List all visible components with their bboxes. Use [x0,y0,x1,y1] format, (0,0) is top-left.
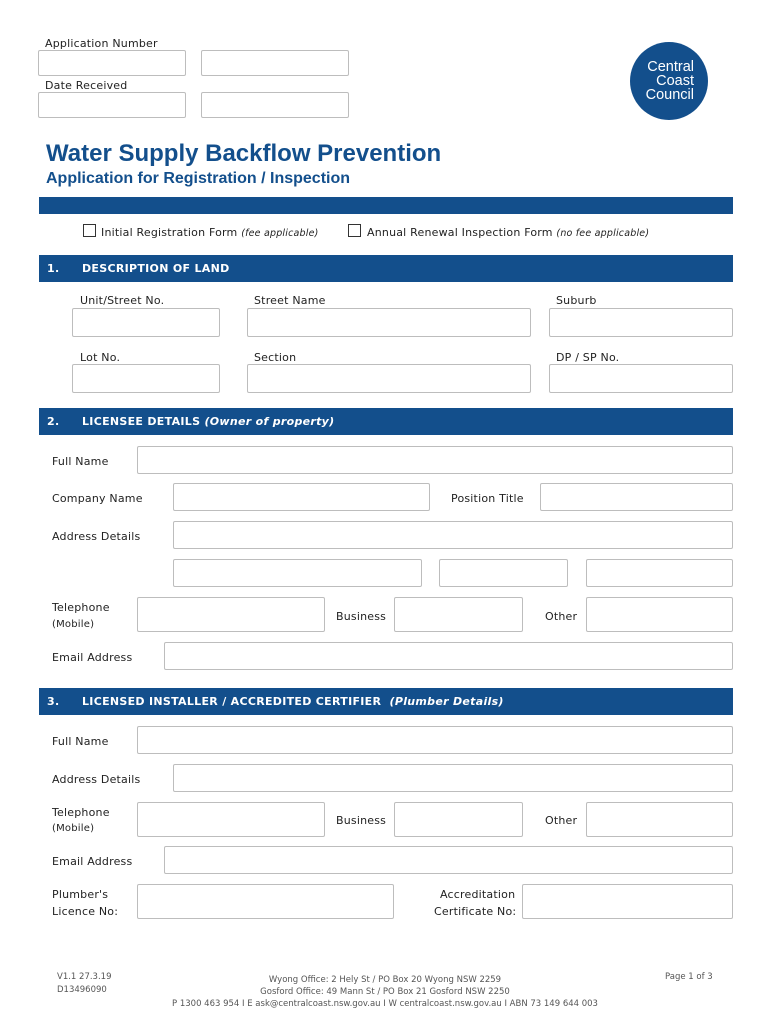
section-label: Section [254,351,297,364]
installer-email-label: Email Address [52,855,133,868]
initial-registration-checkbox[interactable] [83,224,96,237]
installer-telephone-label: Telephone [52,806,110,819]
dp-sp-no-field[interactable] [549,364,733,393]
accreditation-label-line2: Certificate No: [434,905,517,918]
application-number-label: Application Number [45,37,158,50]
date-received-field-1[interactable] [38,92,186,118]
licensee-full-name-field[interactable] [137,446,733,474]
installer-business-label: Business [336,814,387,827]
date-received-label: Date Received [45,79,128,92]
dp-sp-no-label: DP / SP No. [556,351,620,364]
company-name-label: Company Name [52,492,143,505]
installer-full-name-field[interactable] [137,726,733,754]
licensee-other-label: Other [545,610,578,623]
licensee-mobile-field[interactable] [137,597,325,632]
version-text: V1.1 27.3.19 [57,972,112,982]
document-id-text: D13496090 [57,985,107,995]
unit-street-no-field[interactable] [72,308,220,337]
installer-email-field[interactable] [164,846,733,874]
company-name-field[interactable] [173,483,430,511]
accreditation-label-line1: Accreditation [440,888,516,901]
licensee-address-field-4[interactable] [586,559,733,587]
licensee-telephone-label: Telephone [52,601,110,614]
installer-full-name-label: Full Name [52,735,109,748]
installer-other-field[interactable] [586,802,733,837]
date-received-field-2[interactable] [201,92,349,118]
position-title-field[interactable] [540,483,733,511]
licensee-address-label: Address Details [52,530,141,543]
installer-other-label: Other [545,814,578,827]
licensee-other-field[interactable] [586,597,733,632]
installer-business-field[interactable] [394,802,523,837]
street-name-label: Street Name [254,294,326,307]
annual-renewal-label: Annual Renewal Inspection Form (no fee applicable) [367,226,650,239]
section-1-header: 1. DESCRIPTION OF LAND [39,255,733,282]
page-number-text: Page 1 of 3 [665,972,713,982]
licensee-email-field[interactable] [164,642,733,670]
installer-address-label: Address Details [52,773,141,786]
position-title-label: Position Title [451,492,524,505]
page-subtitle: Application for Registration / Inspection [46,170,351,187]
wyong-office-text: Wyong Office: 2 Hely St / PO Box 20 Wyong NSW 2259 [268,975,502,985]
gosford-office-text: Gosford Office: 49 Mann St / PO Box 21 Gosford NSW 2250 [260,987,510,997]
plumbers-licence-label-line2: Licence No: [52,905,119,918]
licensee-mobile-label: (Mobile) [52,619,95,630]
header-divider-bar [39,197,733,214]
licensee-business-field[interactable] [394,597,523,632]
installer-mobile-field[interactable] [137,802,325,837]
initial-registration-label: Initial Registration Form (fee applicable) [101,226,319,239]
page-title: Water Supply Backflow Prevention [46,140,442,167]
street-name-field[interactable] [247,308,531,337]
application-number-field-1[interactable] [38,50,186,76]
plumbers-licence-label-line1: Plumber's [52,888,109,901]
unit-street-no-label: Unit/Street No. [80,294,165,307]
licensee-business-label: Business [336,610,387,623]
licensee-address-field-2[interactable] [173,559,422,587]
installer-address-field[interactable] [173,764,733,792]
application-number-field-2[interactable] [201,50,349,76]
section-2-header: 2. LICENSEE DETAILS (Owner of property) [39,408,733,435]
council-logo: Central Coast Council [630,42,708,120]
suburb-label: Suburb [556,294,597,307]
lot-no-field[interactable] [72,364,220,393]
installer-mobile-label: (Mobile) [52,823,95,834]
plumbers-licence-field[interactable] [137,884,394,919]
contact-text: P 1300 463 954 I E ask@centralcoast.nsw.gov.au I W centralcoast.nsw.gov.au I ABN 73 149 644 003 [172,999,598,1009]
suburb-field[interactable] [549,308,733,337]
annual-renewal-checkbox[interactable] [348,224,361,237]
licensee-email-label: Email Address [52,651,133,664]
accreditation-certificate-field[interactable] [522,884,733,919]
licensee-address-field-3[interactable] [439,559,568,587]
section-3-header: 3. LICENSED INSTALLER / ACCREDITED CERTIFIER (Plumber Details) [39,688,733,715]
section-field[interactable] [247,364,531,393]
licensee-address-field-1[interactable] [173,521,733,549]
licensee-full-name-label: Full Name [52,455,109,468]
lot-no-label: Lot No. [80,351,121,364]
